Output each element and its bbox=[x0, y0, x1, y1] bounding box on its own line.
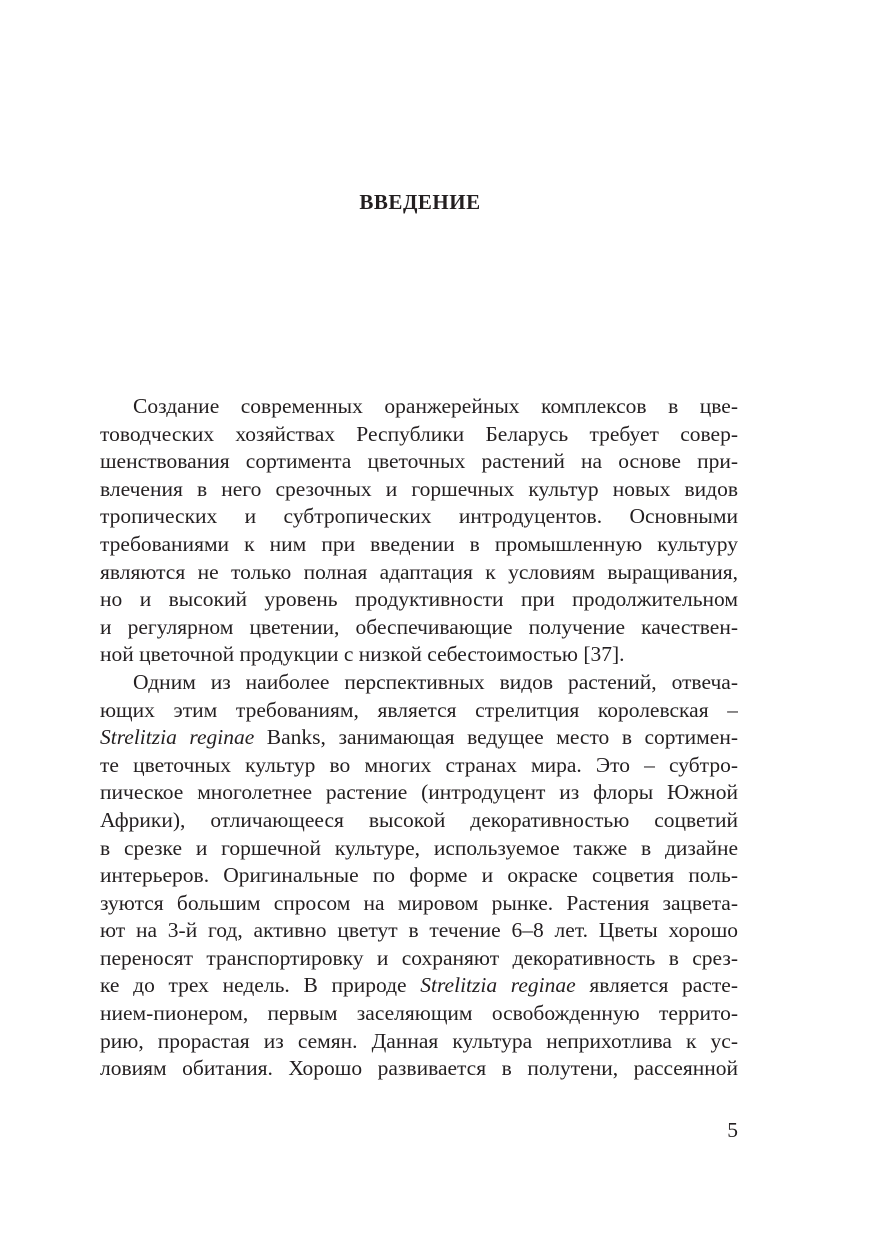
text-line bbox=[100, 476, 738, 504]
text-line bbox=[100, 1028, 738, 1056]
text-line bbox=[100, 669, 738, 697]
text-segment: интерьеров. Оригинальные по форме и окраске соцветия поль- bbox=[100, 863, 738, 888]
text-line bbox=[100, 586, 738, 614]
text-segment: рию, прорастая из семян. Данная культура неприхотлива к ус- bbox=[100, 1028, 738, 1053]
text-line bbox=[100, 862, 738, 890]
text-segment: в срезке и горшечной культуре, используемое также в дизайне bbox=[100, 835, 738, 860]
text-segment: и регулярном цветении, обеспечивающие получение качествен- bbox=[100, 614, 738, 639]
text-segment: нием-пионером, первым заселяющим освобожденную террито- bbox=[100, 1001, 738, 1026]
italic-text: Strelitzia reginae bbox=[420, 973, 576, 998]
body-text bbox=[100, 393, 738, 1083]
text-segment: требованиями к ним при введении в промышленную культуру bbox=[100, 531, 738, 556]
text-segment: являются не только полная адаптация к условиям выращивания, bbox=[100, 559, 738, 584]
text-line bbox=[100, 1000, 738, 1028]
text-segment: Африки), отличающееся высокой декоративностью соцветий bbox=[100, 807, 738, 832]
paragraph bbox=[100, 393, 738, 669]
text-segment: ющих этим требованиям, является стрелитция королевская – bbox=[100, 697, 738, 722]
paragraph bbox=[100, 669, 738, 1083]
section-heading: ВВЕДЕНИЕ bbox=[359, 190, 481, 214]
text-segment: ловиям обитания. Хорошо развивается в полутени, рассеянной bbox=[100, 1056, 738, 1081]
text-segment: те цветочных культур во многих странах мира. Это – субтро- bbox=[100, 752, 738, 777]
text-line bbox=[100, 614, 738, 642]
text-line bbox=[100, 724, 738, 752]
text-segment: зуются большим спросом на мировом рынке. Растения зацвета- bbox=[100, 890, 738, 915]
text-line bbox=[100, 1055, 738, 1083]
text-line bbox=[100, 697, 738, 725]
text-segment: Одним из наиболее перспективных видов растений, отвеча- bbox=[133, 669, 738, 694]
text-segment: товодческих хозяйствах Республики Беларусь требует совер- bbox=[100, 421, 738, 446]
text-line bbox=[100, 807, 738, 835]
text-segment: переносят транспортировку и сохраняют декоративность в срез- bbox=[100, 945, 738, 970]
text-segment: тропических и субтропических интродуцентов. Основными bbox=[100, 504, 738, 529]
text-line bbox=[100, 835, 738, 863]
text-line bbox=[100, 531, 738, 559]
text-segment: влечения в него срезочных и горшечных культур новых видов bbox=[100, 476, 738, 501]
text-segment: пическое многолетнее растение (интродуцент из флоры Южной bbox=[100, 780, 738, 805]
text-segment: но и высокий уровень продуктивности при продолжительном bbox=[100, 587, 738, 612]
text-segment: ной цветочной продукции с низкой себестоимостью [37]. bbox=[100, 642, 625, 667]
text-line bbox=[100, 393, 738, 421]
text-line bbox=[100, 641, 738, 669]
text-line bbox=[100, 752, 738, 780]
text-segment: шенствования сортимента цветочных растений на основе при- bbox=[100, 449, 738, 474]
text-segment: Создание современных оранжерейных комплексов в цве- bbox=[133, 394, 738, 418]
italic-text: Strelitzia reginae bbox=[100, 725, 255, 750]
text-segment: ке до трех недель. В природе bbox=[100, 973, 421, 998]
text-line bbox=[100, 779, 738, 807]
text-line bbox=[100, 890, 738, 918]
text-segment: является расте- bbox=[575, 973, 738, 998]
text-line bbox=[100, 421, 738, 449]
text-line bbox=[100, 917, 738, 945]
text-segment: ют на 3-й год, активно цветут в течение 6–8 лет. Цветы хорошо bbox=[100, 918, 738, 943]
text-line bbox=[100, 945, 738, 973]
page-number: 5 bbox=[727, 1118, 738, 1142]
text-line bbox=[100, 448, 738, 476]
text-line bbox=[100, 503, 738, 531]
text-line bbox=[100, 972, 738, 1000]
text-line bbox=[100, 559, 738, 587]
text-segment: Banks, занимающая ведущее место в сортимен- bbox=[254, 725, 738, 750]
